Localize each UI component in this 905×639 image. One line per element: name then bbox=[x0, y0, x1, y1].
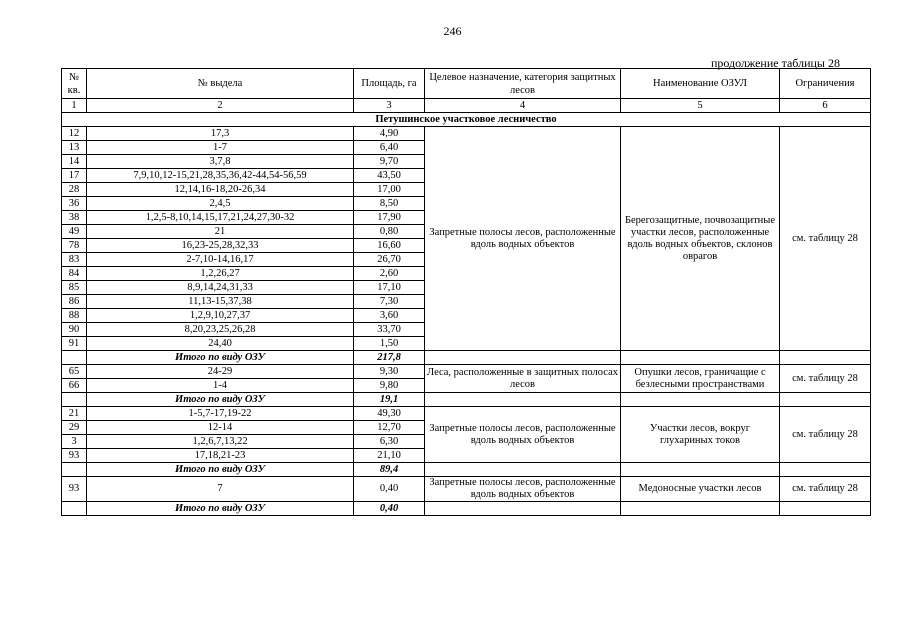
area-cell: 8,50 bbox=[354, 197, 425, 211]
subtotal-row bbox=[62, 351, 871, 365]
subtotal-value: 0,40 bbox=[354, 502, 425, 516]
forest-table bbox=[61, 68, 871, 516]
vydel-cell: 1,2,9,10,27,37 bbox=[87, 309, 354, 323]
kv-cell: 88 bbox=[62, 309, 87, 323]
kv-cell: 12 bbox=[62, 127, 87, 141]
vydel-cell: 17,3 bbox=[87, 127, 354, 141]
area-cell: 9,70 bbox=[354, 155, 425, 169]
area-cell: 17,10 bbox=[354, 281, 425, 295]
vydel-cell: 1-4 bbox=[87, 379, 354, 393]
subtotal-value: 19,1 bbox=[354, 393, 425, 407]
vydel-cell: 21 bbox=[87, 225, 354, 239]
area-cell: 2,60 bbox=[354, 267, 425, 281]
table-continuation-label: продолжение таблицы 28 bbox=[710, 56, 840, 70]
column-number: 1 bbox=[62, 99, 87, 113]
area-cell: 9,30 bbox=[354, 365, 425, 379]
area-cell: 26,70 bbox=[354, 253, 425, 267]
area-cell: 49,30 bbox=[354, 407, 425, 421]
vydel-cell: 16,23-25,28,32,33 bbox=[87, 239, 354, 253]
kv-cell: 93 bbox=[62, 449, 87, 463]
kv-cell: 29 bbox=[62, 421, 87, 435]
section-title: Петушинское участковое лесничество bbox=[62, 113, 871, 127]
column-number: 4 bbox=[425, 99, 621, 113]
restriction-cell: см. таблицу 28 bbox=[780, 365, 871, 393]
kv-cell: 28 bbox=[62, 183, 87, 197]
vydel-cell: 24,40 bbox=[87, 337, 354, 351]
area-cell: 3,60 bbox=[354, 309, 425, 323]
table-row bbox=[62, 365, 871, 379]
area-cell: 43,50 bbox=[354, 169, 425, 183]
kv-cell: 84 bbox=[62, 267, 87, 281]
kv-cell: 91 bbox=[62, 337, 87, 351]
vydel-cell: 3,7,8 bbox=[87, 155, 354, 169]
vydel-cell: 8,9,14,24,31,33 bbox=[87, 281, 354, 295]
ozul-cell: Берегозащитные, почвозащитные участки лесов, расположенные вдоль водных объектов, склонов оврагов bbox=[621, 127, 780, 351]
vydel-cell: 12-14 bbox=[87, 421, 354, 435]
vydel-cell: 1,2,5-8,10,14,15,17,21,24,27,30-32 bbox=[87, 211, 354, 225]
kv-cell: 17 bbox=[62, 169, 87, 183]
subtotal-label: Итого по виду ОЗУ bbox=[87, 463, 354, 477]
subtotal-value: 217,8 bbox=[354, 351, 425, 365]
restriction-cell: см. таблицу 28 bbox=[780, 477, 871, 502]
vydel-cell: 1-7 bbox=[87, 141, 354, 155]
restriction-cell: см. таблицу 28 bbox=[780, 127, 871, 351]
kv-cell: 78 bbox=[62, 239, 87, 253]
purpose-cell: Леса, расположенные в защитных полосах лесов bbox=[425, 365, 621, 393]
header-vydel: № выдела bbox=[87, 69, 354, 99]
kv-cell: 49 bbox=[62, 225, 87, 239]
kv-cell: 13 bbox=[62, 141, 87, 155]
purpose-cell: Запретные полосы лесов, расположенные вдоль водных объектов bbox=[425, 407, 621, 463]
subtotal-row bbox=[62, 502, 871, 516]
vydel-cell: 8,20,23,25,26,28 bbox=[87, 323, 354, 337]
header-restrictions: Ограничения bbox=[780, 69, 871, 99]
area-cell: 16,60 bbox=[354, 239, 425, 253]
area-cell: 9,80 bbox=[354, 379, 425, 393]
purpose-cell: Запретные полосы лесов, расположенные вдоль водных объектов bbox=[425, 477, 621, 502]
kv-cell: 86 bbox=[62, 295, 87, 309]
vydel-cell: 2,4,5 bbox=[87, 197, 354, 211]
subtotal-label: Итого по виду ОЗУ bbox=[87, 502, 354, 516]
column-number-row bbox=[62, 99, 871, 113]
subtotal-label: Итого по виду ОЗУ bbox=[87, 351, 354, 365]
vydel-cell: 24-29 bbox=[87, 365, 354, 379]
subtotal-row bbox=[62, 393, 871, 407]
kv-cell: 93 bbox=[62, 477, 87, 502]
area-cell: 33,70 bbox=[354, 323, 425, 337]
vydel-cell: 7 bbox=[87, 477, 354, 502]
header-ozul: Наименование ОЗУЛ bbox=[621, 69, 780, 99]
table-row bbox=[62, 477, 871, 502]
purpose-cell: Запретные полосы лесов, расположенные вдоль водных объектов bbox=[425, 127, 621, 351]
area-cell: 4,90 bbox=[354, 127, 425, 141]
ozul-cell: Участки лесов, вокруг глухариных токов bbox=[621, 407, 780, 463]
kv-cell: 36 bbox=[62, 197, 87, 211]
vydel-cell: 12,14,16-18,20-26,34 bbox=[87, 183, 354, 197]
header-kv: № кв. bbox=[62, 69, 87, 99]
column-number: 6 bbox=[780, 99, 871, 113]
kv-cell: 3 bbox=[62, 435, 87, 449]
area-cell: 6,40 bbox=[354, 141, 425, 155]
column-number: 2 bbox=[87, 99, 354, 113]
vydel-cell: 17,18,21-23 bbox=[87, 449, 354, 463]
vydel-cell: 1,2,26,27 bbox=[87, 267, 354, 281]
kv-cell: 65 bbox=[62, 365, 87, 379]
kv-cell: 90 bbox=[62, 323, 87, 337]
vydel-cell: 2-7,10-14,16,17 bbox=[87, 253, 354, 267]
subtotal-value: 89,4 bbox=[354, 463, 425, 477]
restriction-cell: см. таблицу 28 bbox=[780, 407, 871, 463]
vydel-cell: 1-5,7-17,19-22 bbox=[87, 407, 354, 421]
kv-cell: 83 bbox=[62, 253, 87, 267]
kv-cell: 85 bbox=[62, 281, 87, 295]
area-cell: 17,90 bbox=[354, 211, 425, 225]
table-row bbox=[62, 127, 871, 141]
column-number: 3 bbox=[354, 99, 425, 113]
subtotal-label: Итого по виду ОЗУ bbox=[87, 393, 354, 407]
header-purpose: Целевое назначение, категория защитных лесов bbox=[425, 69, 621, 99]
area-cell: 1,50 bbox=[354, 337, 425, 351]
area-cell: 12,70 bbox=[354, 421, 425, 435]
subtotal-row bbox=[62, 463, 871, 477]
kv-cell: 14 bbox=[62, 155, 87, 169]
area-cell: 0,40 bbox=[354, 477, 425, 502]
vydel-cell: 7,9,10,12-15,21,28,35,36,42-44,54-56,59 bbox=[87, 169, 354, 183]
kv-cell: 38 bbox=[62, 211, 87, 225]
ozul-cell: Медоносные участки лесов bbox=[621, 477, 780, 502]
table-row bbox=[62, 407, 871, 421]
header-area: Площадь, га bbox=[354, 69, 425, 99]
column-number: 5 bbox=[621, 99, 780, 113]
page-number: 246 bbox=[443, 24, 462, 38]
area-cell: 21,10 bbox=[354, 449, 425, 463]
kv-cell: 66 bbox=[62, 379, 87, 393]
ozul-cell: Опушки лесов, граничащие с безлесными пространствами bbox=[621, 365, 780, 393]
area-cell: 0,80 bbox=[354, 225, 425, 239]
section-row bbox=[62, 113, 871, 127]
area-cell: 7,30 bbox=[354, 295, 425, 309]
vydel-cell: 11,13-15,37,38 bbox=[87, 295, 354, 309]
area-cell: 17,00 bbox=[354, 183, 425, 197]
header-row bbox=[62, 69, 871, 99]
vydel-cell: 1,2,6,7,13,22 bbox=[87, 435, 354, 449]
area-cell: 6,30 bbox=[354, 435, 425, 449]
kv-cell: 21 bbox=[62, 407, 87, 421]
